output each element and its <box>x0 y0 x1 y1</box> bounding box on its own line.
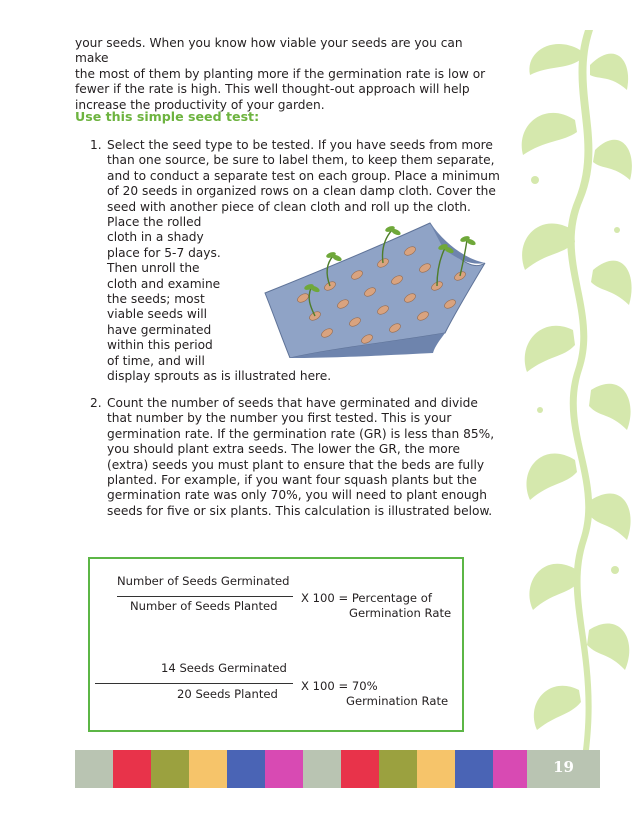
formula-result-label: Germination Rate <box>349 606 452 620</box>
example-denominator: 20 Seeds Planted <box>177 687 278 701</box>
intro-line: increase the productivity of your garden. <box>75 97 325 112</box>
example-result-label: Germination Rate <box>346 694 449 708</box>
intro-line: your seeds. When you know how viable your seeds are you can make <box>75 36 463 66</box>
step-line: Select the seed type to be tested. If you have seeds from more <box>107 138 493 152</box>
footer-color-strip <box>75 750 531 788</box>
intro-line: fewer if the rate is high. This well thought-out approach will help <box>75 82 470 97</box>
color-strip-swatch <box>379 750 417 788</box>
step-2-number: 2. <box>90 396 102 410</box>
formula-numerator: Number of Seeds Germinated <box>117 574 290 588</box>
step-line: Count the number of seeds that have germinated and divide <box>107 396 478 410</box>
section-heading: Use this simple seed test: <box>75 109 260 124</box>
step-line: germination rate was only 70%, you will need to plant enough <box>107 488 488 503</box>
step-line: seeds for five or six plants. This calculation is illustrated below. <box>107 503 493 518</box>
seed-cloth-illustration <box>255 218 490 358</box>
step-line: (extra) seeds you must plant to ensure that the beds are fully <box>107 457 485 472</box>
color-strip-swatch <box>75 750 113 788</box>
intro-paragraph <box>75 36 495 113</box>
color-strip-swatch <box>151 750 189 788</box>
step-line: and to conduct a separate test on each group. Place a minimum <box>107 168 500 183</box>
color-strip-swatch <box>493 750 531 788</box>
step-1-number: 1. <box>90 138 102 152</box>
example-multiplier: X 100 = 70% <box>301 679 378 693</box>
color-strip-swatch <box>455 750 493 788</box>
formula-multiplier: X 100 = Percentage of <box>301 591 432 605</box>
step-line: viable seeds will <box>107 307 207 322</box>
step-line: Place the rolled <box>107 215 202 229</box>
step-line: seed with another piece of clean cloth and roll up the cloth. <box>107 199 471 214</box>
step-line: planted. For example, if you want four squash plants but the <box>107 473 477 487</box>
step-line: have germinated <box>107 322 212 337</box>
formula-denominator: Number of Seeds Planted <box>130 599 278 613</box>
step-line: of 20 seeds in organized rows on a clean damp cloth. Cover the <box>107 184 496 199</box>
color-strip-swatch <box>417 750 455 788</box>
example-fraction-line <box>95 683 293 684</box>
color-strip-swatch <box>341 750 379 788</box>
intro-line: the most of them by planting more if the germination rate is low or <box>75 66 486 81</box>
formula-fraction-line <box>117 596 293 597</box>
step-line: cloth in a shady <box>107 230 204 245</box>
color-strip-swatch <box>303 750 341 788</box>
page-number: 19 <box>527 750 600 788</box>
step-line: within this period <box>107 338 213 353</box>
step-line: place for 5-7 days. <box>107 245 221 260</box>
step-line: you should plant extra seeds. The lower the GR, the more <box>107 442 461 457</box>
step-line: that number by the number you first tested. This is your <box>107 411 452 426</box>
step-line: Then unroll the <box>107 261 200 276</box>
color-strip-swatch <box>113 750 151 788</box>
step-line: of time, and will <box>107 353 205 368</box>
step-line: cloth and examine <box>107 276 221 291</box>
example-numerator: 14 Seeds Germinated <box>161 661 287 675</box>
step-line: germination rate. If the germination rate (GR) is less than 85%, <box>107 426 495 441</box>
vine-decoration <box>505 30 638 750</box>
step-line: display sprouts as is illustrated here. <box>107 369 332 383</box>
color-strip-swatch <box>189 750 227 788</box>
color-strip-swatch <box>227 750 265 788</box>
step-line: the seeds; most <box>107 292 205 306</box>
color-strip-swatch <box>265 750 303 788</box>
step-line: than one source, be sure to label them, to keep them separate, <box>107 153 495 168</box>
